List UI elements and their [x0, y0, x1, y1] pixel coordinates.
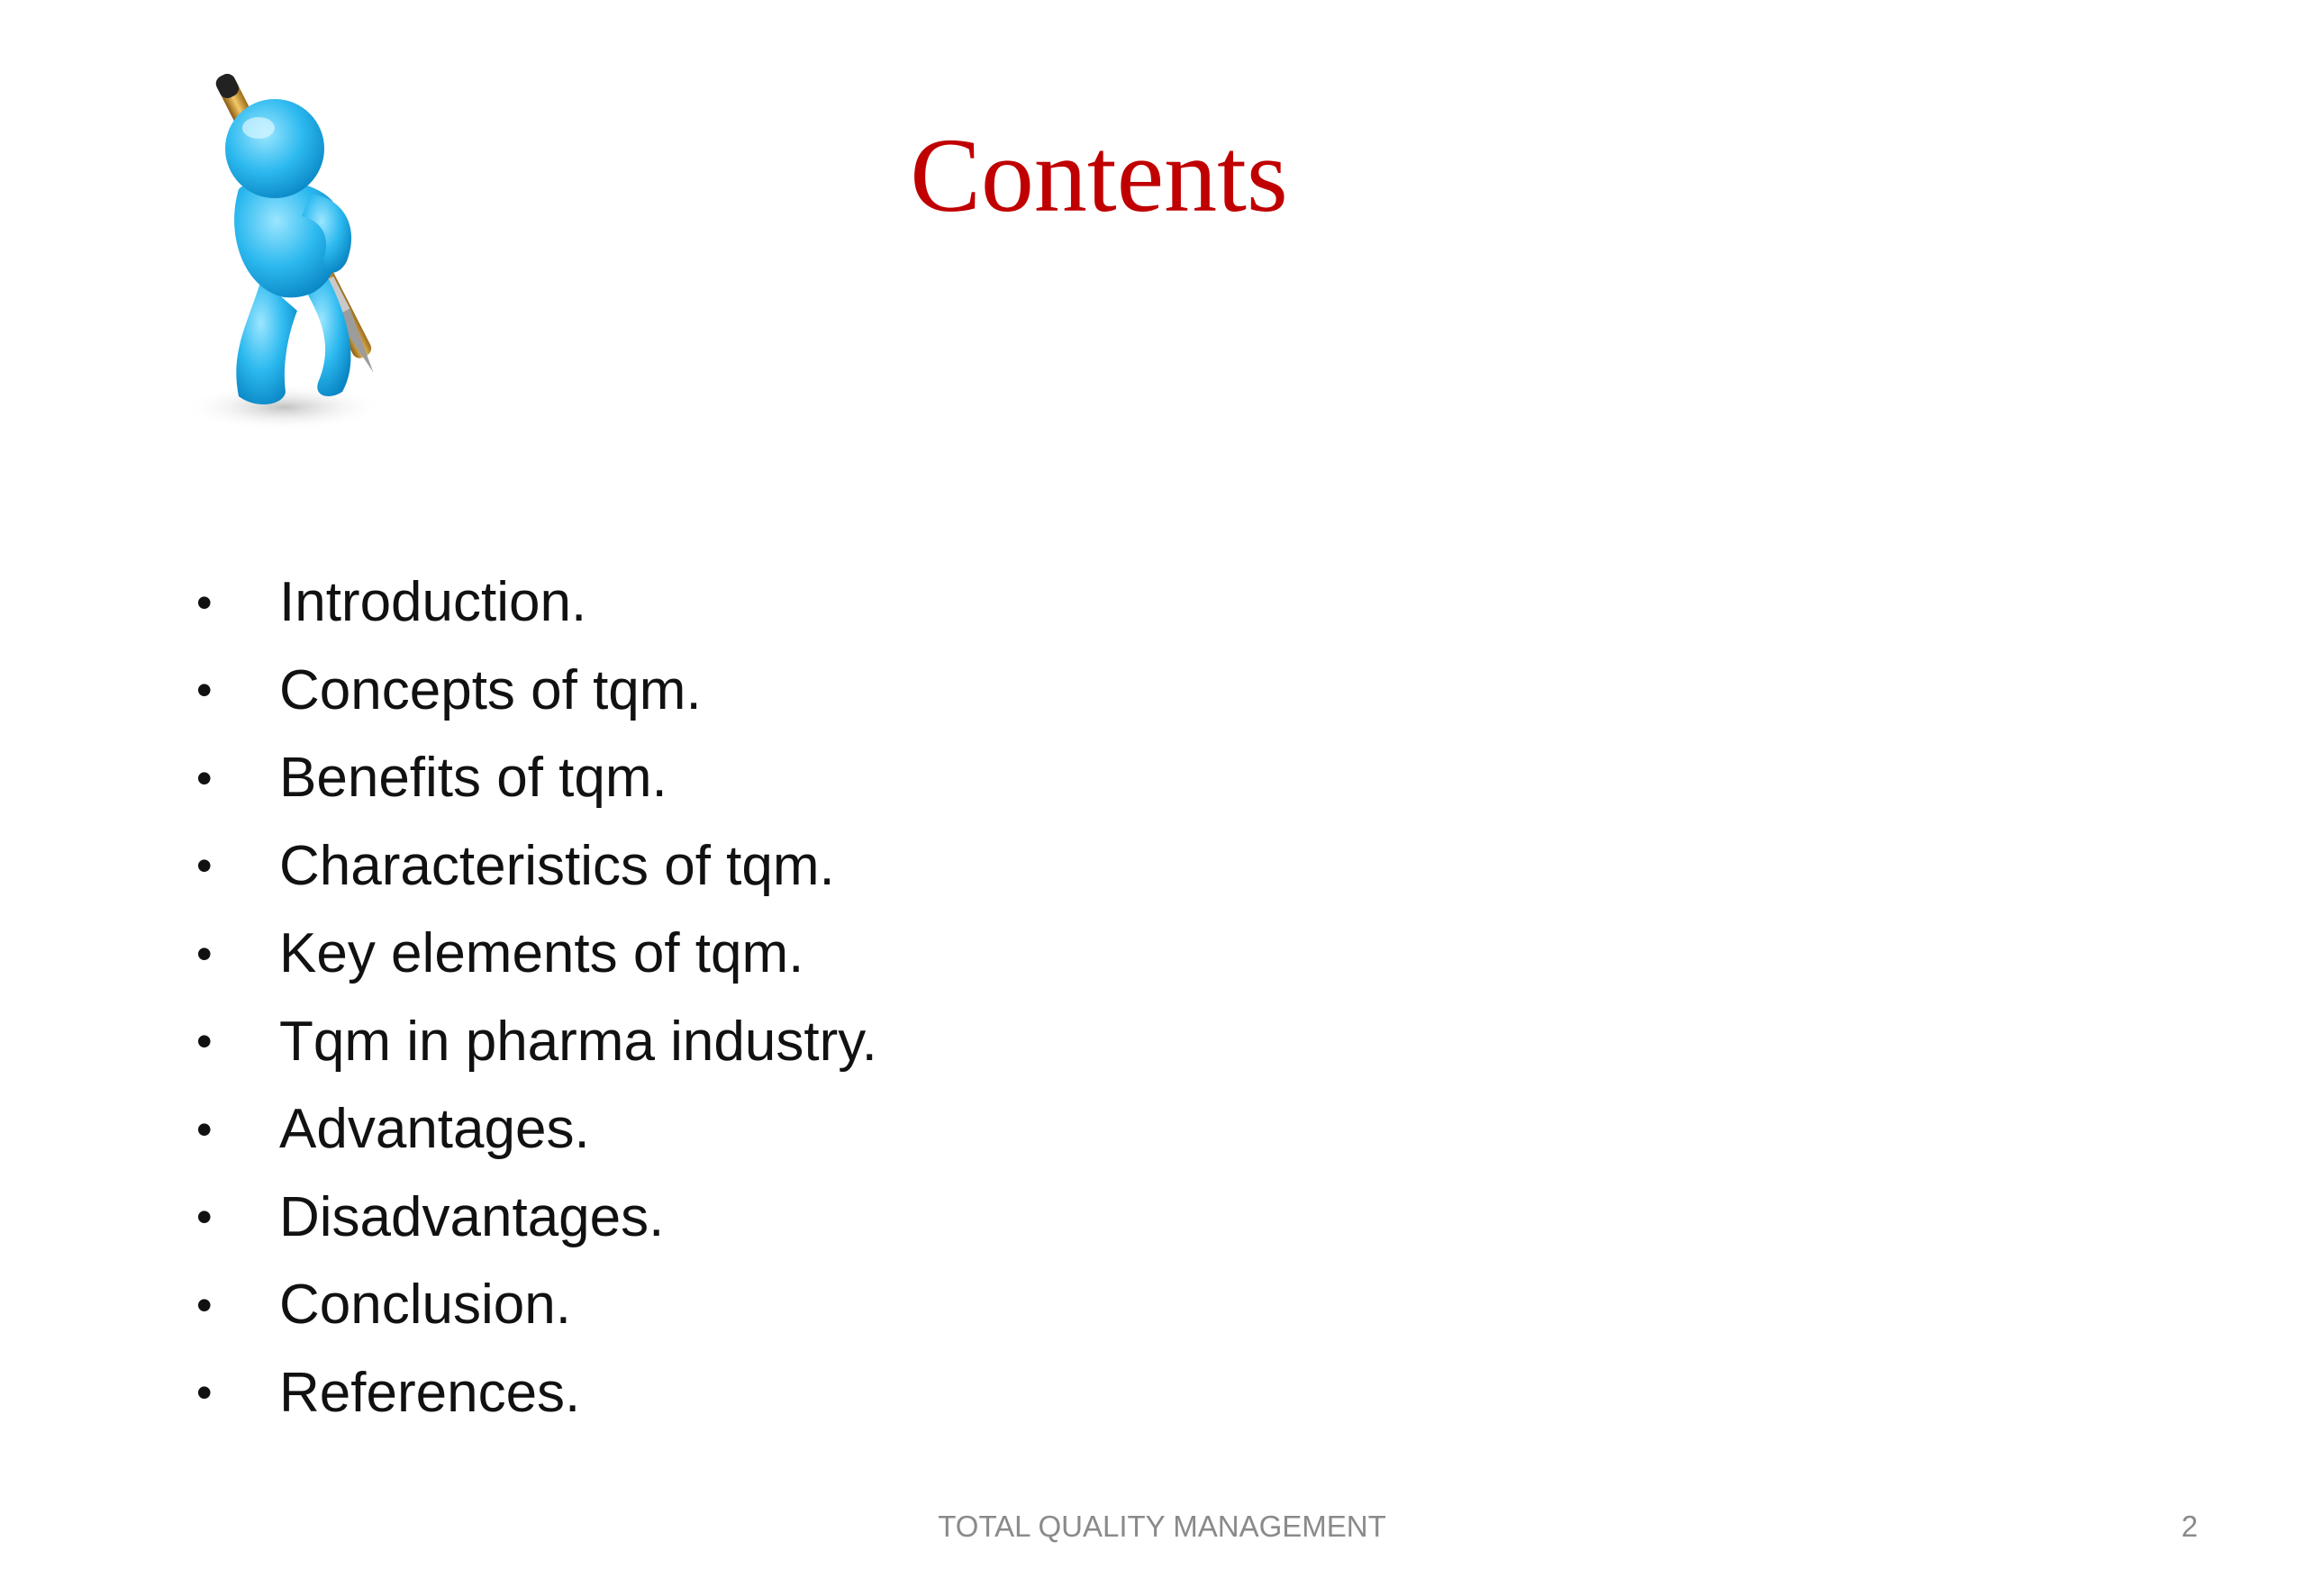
list-item: [189, 1349, 877, 1437]
bullet-icon: •: [196, 1192, 213, 1243]
bullet-icon: •: [196, 1016, 213, 1067]
list-item-label: References.: [279, 1361, 581, 1424]
list-item: [189, 822, 877, 911]
bullet-icon: •: [196, 1279, 213, 1330]
list-item-label: Disadvantages.: [279, 1185, 665, 1248]
list-item: [189, 1261, 877, 1349]
bullet-icon: •: [196, 840, 213, 892]
list-item-label: Advantages.: [279, 1098, 590, 1161]
bullet-icon: •: [196, 928, 213, 979]
list-item-label: Conclusion.: [279, 1274, 571, 1337]
list-item-label: Tqm in pharma industry.: [279, 1010, 877, 1073]
bullet-icon: •: [196, 752, 213, 803]
list-item: [189, 1174, 877, 1262]
list-item: [189, 998, 877, 1086]
page-number: 2: [2181, 1510, 2198, 1543]
bullet-icon: •: [196, 665, 213, 716]
list-item-label: Characteristics of tqm.: [279, 834, 835, 897]
footer-text: TOTAL QUALITY MANAGEMENT: [938, 1510, 1386, 1543]
bullet-icon: •: [196, 576, 213, 628]
list-item-label: Introduction.: [279, 571, 587, 634]
bullet-icon: •: [196, 1367, 213, 1419]
person-holding-pen-icon: [176, 54, 446, 450]
list-item: [189, 910, 877, 998]
list-item: [189, 647, 877, 735]
contents-list: [189, 558, 877, 1437]
list-item-label: Concepts of tqm.: [279, 658, 702, 721]
list-item-label: Benefits of tqm.: [279, 747, 667, 810]
bullet-icon: •: [196, 1103, 213, 1155]
slide-title: Contents: [910, 116, 1288, 234]
list-item-label: Key elements of tqm.: [279, 922, 804, 985]
list-item: [189, 558, 877, 647]
list-item: [189, 734, 877, 822]
list-item: [189, 1085, 877, 1174]
